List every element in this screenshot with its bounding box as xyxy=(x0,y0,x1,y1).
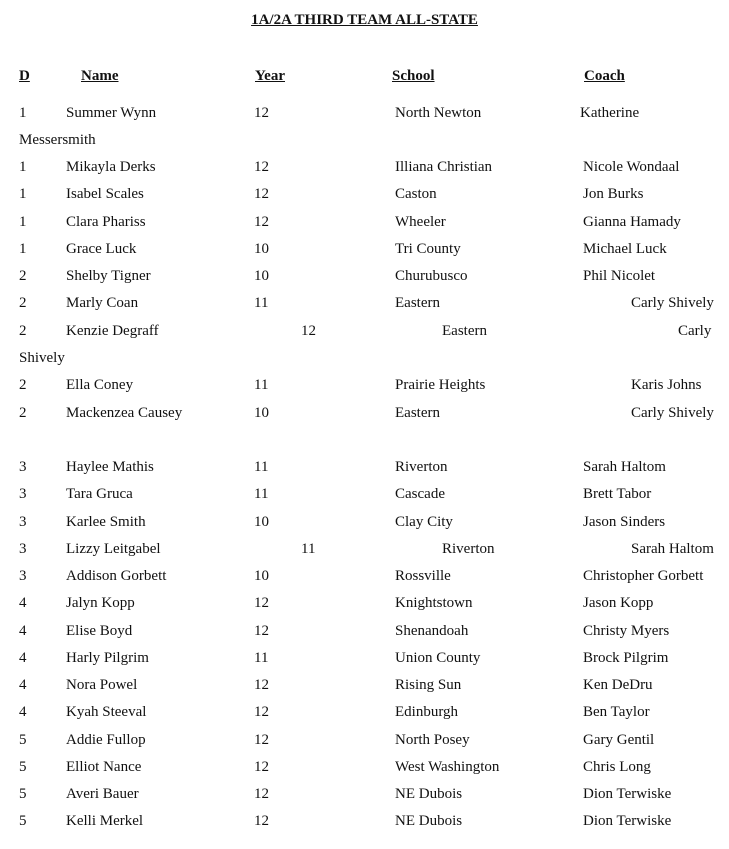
cell-year: 12 xyxy=(254,595,269,611)
cell-school: Tri County xyxy=(395,241,461,257)
cell-year: 12 xyxy=(254,186,269,202)
cell-d: 3 xyxy=(19,459,27,475)
cell-school: West Washington xyxy=(395,759,500,775)
cell-d: 3 xyxy=(19,541,27,557)
cell-coach: Carly Shively xyxy=(631,295,714,311)
cell-d: 1 xyxy=(19,214,27,230)
cell-d: 3 xyxy=(19,514,27,530)
cell-d: 5 xyxy=(19,759,27,775)
cell-year: 12 xyxy=(301,323,316,339)
cell-school: Rossville xyxy=(395,568,451,584)
cell-school: NE Dubois xyxy=(395,813,463,829)
cell-name: Lizzy Leitgabel xyxy=(66,541,161,557)
cell-coach: Katherine xyxy=(580,105,640,121)
cell-year: 12 xyxy=(254,677,269,693)
cell-coach: Christopher Gorbett xyxy=(583,568,704,584)
cell-year: 12 xyxy=(254,813,269,829)
header-year: Year xyxy=(255,68,285,84)
cell-year: 11 xyxy=(254,650,269,666)
cell-d: 2 xyxy=(19,295,27,311)
cell-name: Ella Coney xyxy=(66,377,134,393)
cell-year: 12 xyxy=(254,704,269,720)
cell-school: Shenandoah xyxy=(395,623,469,639)
cell-name: Elise Boyd xyxy=(66,623,133,639)
cell-coach: Ben Taylor xyxy=(583,704,650,720)
cell-name: Elliot Nance xyxy=(66,759,142,775)
cell-coach: Brock Pilgrim xyxy=(583,650,669,666)
page-title: 1A/2A THIRD TEAM ALL-STATE xyxy=(251,12,478,28)
cell-coach: Sarah Haltom xyxy=(631,541,714,557)
cell-year: 10 xyxy=(254,568,269,584)
cell-name: Averi Bauer xyxy=(66,786,139,802)
cell-d: 3 xyxy=(19,486,27,502)
cell-d: 2 xyxy=(19,377,27,393)
cell-school: Eastern xyxy=(395,295,440,311)
cell-coach-wrap: Shively xyxy=(19,350,65,366)
cell-school: Illiana Christian xyxy=(395,159,493,175)
cell-d: 2 xyxy=(19,268,27,284)
cell-school: Riverton xyxy=(442,541,495,557)
cell-name: Tara Gruca xyxy=(66,486,133,502)
cell-coach: Michael Luck xyxy=(583,241,667,257)
cell-coach: Chris Long xyxy=(583,759,651,775)
cell-school: North Posey xyxy=(395,732,470,748)
cell-name: Nora Powel xyxy=(66,677,138,693)
cell-coach: Gianna Hamady xyxy=(583,214,681,230)
cell-coach-wrap: Messersmith xyxy=(19,132,96,148)
cell-coach: Jason Kopp xyxy=(583,595,654,611)
cell-name: Harly Pilgrim xyxy=(66,650,149,666)
cell-name: Addie Fullop xyxy=(66,732,146,748)
cell-year: 11 xyxy=(301,541,316,557)
cell-d: 2 xyxy=(19,405,27,421)
cell-d: 2 xyxy=(19,323,27,339)
cell-coach: Phil Nicolet xyxy=(583,268,656,284)
cell-school: Riverton xyxy=(395,459,448,475)
cell-school: Edinburgh xyxy=(395,704,459,720)
cell-year: 12 xyxy=(254,732,269,748)
cell-school: NE Dubois xyxy=(395,786,463,802)
cell-coach: Ken DeDru xyxy=(583,677,653,693)
cell-d: 5 xyxy=(19,732,27,748)
cell-name: Grace Luck xyxy=(66,241,137,257)
cell-d: 4 xyxy=(19,704,27,720)
cell-d: 3 xyxy=(19,568,27,584)
cell-school: Union County xyxy=(395,650,481,666)
cell-d: 1 xyxy=(19,186,27,202)
cell-year: 11 xyxy=(254,459,269,475)
cell-name: Kelli Merkel xyxy=(66,813,144,829)
cell-name: Isabel Scales xyxy=(66,186,144,202)
cell-d: 4 xyxy=(19,595,27,611)
cell-coach: Jason Sinders xyxy=(583,514,666,530)
cell-school: Knightstown xyxy=(395,595,473,611)
cell-year: 10 xyxy=(254,514,269,530)
cell-coach: Brett Tabor xyxy=(583,486,652,502)
cell-coach: Carly Shively xyxy=(631,405,714,421)
cell-name: Haylee Mathis xyxy=(66,459,154,475)
cell-d: 1 xyxy=(19,241,27,257)
cell-year: 11 xyxy=(254,295,269,311)
cell-coach: Christy Myers xyxy=(583,623,670,639)
cell-year: 10 xyxy=(254,268,269,284)
cell-name: Mikayla Derks xyxy=(66,159,156,175)
cell-name: Kyah Steeval xyxy=(66,704,147,720)
cell-name: Addison Gorbett xyxy=(66,568,167,584)
cell-name: Shelby Tigner xyxy=(66,268,151,284)
cell-d: 5 xyxy=(19,786,27,802)
cell-d: 4 xyxy=(19,677,27,693)
cell-d: 1 xyxy=(19,159,27,175)
cell-year: 12 xyxy=(254,105,269,121)
cell-coach: Sarah Haltom xyxy=(583,459,666,475)
cell-year: 12 xyxy=(254,159,269,175)
cell-name: Marly Coan xyxy=(66,295,139,311)
cell-coach: Dion Terwiske xyxy=(583,786,672,802)
cell-coach: Gary Gentil xyxy=(583,732,655,748)
cell-year: 12 xyxy=(254,786,269,802)
cell-year: 10 xyxy=(254,405,269,421)
cell-name: Summer Wynn xyxy=(66,105,157,121)
cell-d: 4 xyxy=(19,623,27,639)
cell-name: Mackenzea Causey xyxy=(66,405,183,421)
cell-year: 12 xyxy=(254,759,269,775)
cell-school: Caston xyxy=(395,186,437,202)
cell-school: Wheeler xyxy=(395,214,446,230)
cell-d: 5 xyxy=(19,813,27,829)
cell-name: Kenzie Degraff xyxy=(66,323,159,339)
cell-school: Churubusco xyxy=(395,268,468,284)
cell-coach: Nicole Wondaal xyxy=(583,159,680,175)
cell-school: Rising Sun xyxy=(395,677,462,693)
cell-d: 4 xyxy=(19,650,27,666)
cell-school: North Newton xyxy=(395,105,482,121)
header-name: Name xyxy=(81,68,119,84)
cell-school: Eastern xyxy=(395,405,440,421)
cell-year: 12 xyxy=(254,214,269,230)
cell-school: Eastern xyxy=(442,323,487,339)
cell-d: 1 xyxy=(19,105,27,121)
cell-name: Karlee Smith xyxy=(66,514,146,530)
cell-year: 11 xyxy=(254,486,269,502)
header-coach: Coach xyxy=(584,68,625,84)
cell-coach: Carly xyxy=(678,323,712,339)
header-d: D xyxy=(19,68,30,84)
cell-coach: Karis Johns xyxy=(631,377,702,393)
cell-name: Jalyn Kopp xyxy=(66,595,135,611)
cell-school: Clay City xyxy=(395,514,453,530)
cell-school: Prairie Heights xyxy=(395,377,486,393)
cell-year: 11 xyxy=(254,377,269,393)
header-school: School xyxy=(392,68,435,84)
cell-name: Clara Phariss xyxy=(66,214,146,230)
cell-coach: Jon Burks xyxy=(583,186,644,202)
cell-year: 10 xyxy=(254,241,269,257)
cell-school: Cascade xyxy=(395,486,445,502)
cell-coach: Dion Terwiske xyxy=(583,813,672,829)
cell-year: 12 xyxy=(254,623,269,639)
